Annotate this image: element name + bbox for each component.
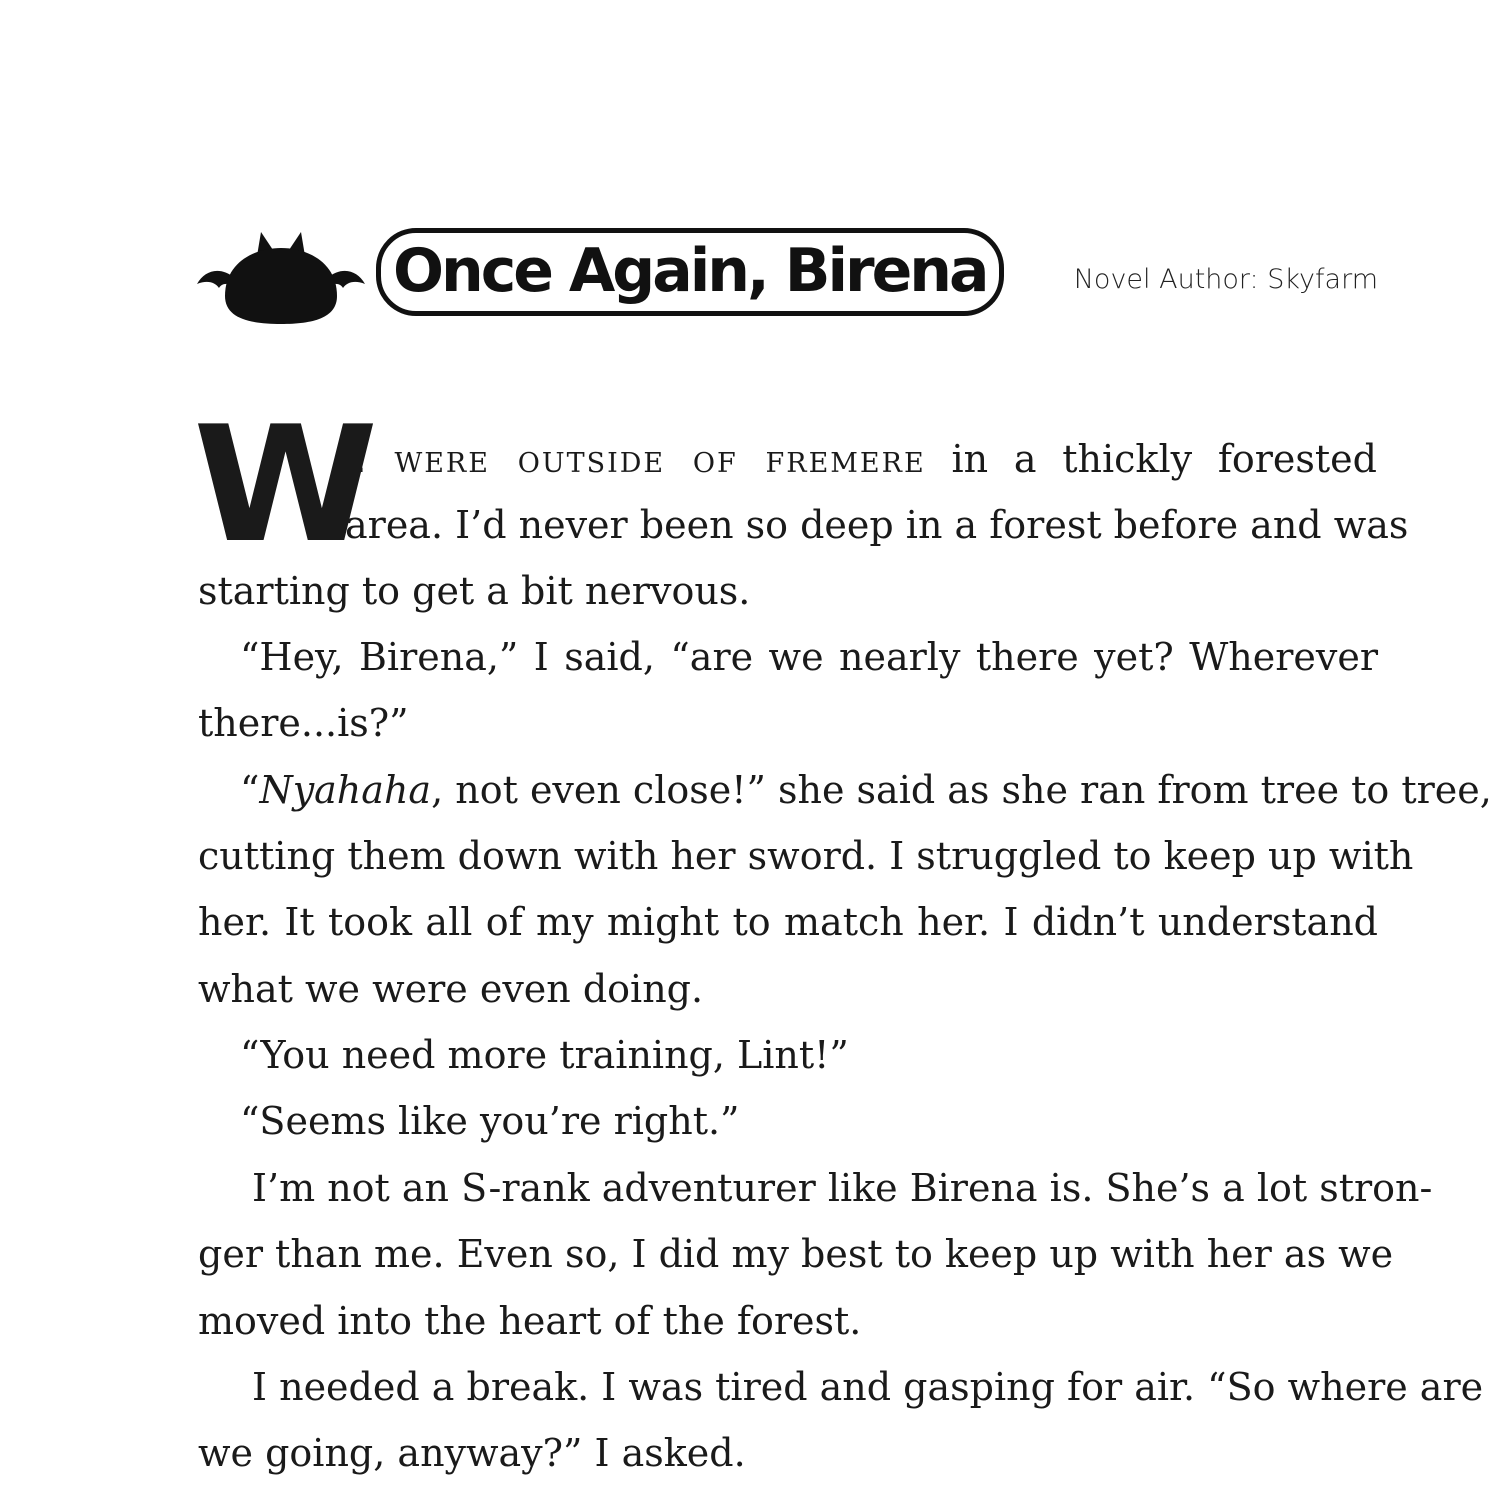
text-span: in a thickly forested (925, 437, 1377, 481)
text-line: there...is?” (198, 701, 409, 745)
text-span: “ (240, 768, 260, 812)
text-line (240, 768, 1492, 812)
text-line: I’m not an S-rank adventurer like Birena is. She’s a lot stron- (252, 1166, 1433, 1210)
text-line: cutting them down with her sword. I struggled to keep up with (198, 834, 1414, 878)
text-line: area. I’d never been so deep in a forest before and was (345, 503, 1409, 547)
text-line: “Seems like you’re right.” (240, 1099, 740, 1143)
lead-in-smallcaps: e were outside of fremere (345, 437, 926, 481)
text-line: “You need more training, Lint!” (240, 1033, 849, 1077)
drop-cap: W (193, 391, 370, 578)
text-line: ger than me. Even so, I did my best to keep up with her as we (198, 1232, 1394, 1276)
text-line: “Hey, Birena,” I said, “are we nearly there yet? Wherever (240, 635, 1378, 679)
text-line: her. It took all of my might to match her. I didn’t understand (198, 900, 1378, 944)
italic-span: Nyahaha (259, 768, 432, 812)
text-line: moved into the heart of the forest. (198, 1299, 862, 1343)
bat-mascot-icon (195, 226, 367, 326)
text-line: I needed a break. I was tired and gasping for air. “So where are (252, 1365, 1484, 1409)
text-line: what we were even doing. (198, 967, 704, 1011)
title-badge (376, 228, 1004, 316)
author-credit: Novel Author: Skyfarm (1073, 264, 1378, 295)
title-text: Once Again, Birena (393, 236, 987, 306)
text-line (345, 437, 1377, 481)
text-span: , not even close!” she said as she ran from tree to tree, (431, 768, 1492, 812)
text-line: starting to get a bit nervous. (198, 569, 751, 613)
chapter-title (376, 228, 1004, 316)
text-line: we going, anyway?” I asked. (198, 1431, 746, 1475)
